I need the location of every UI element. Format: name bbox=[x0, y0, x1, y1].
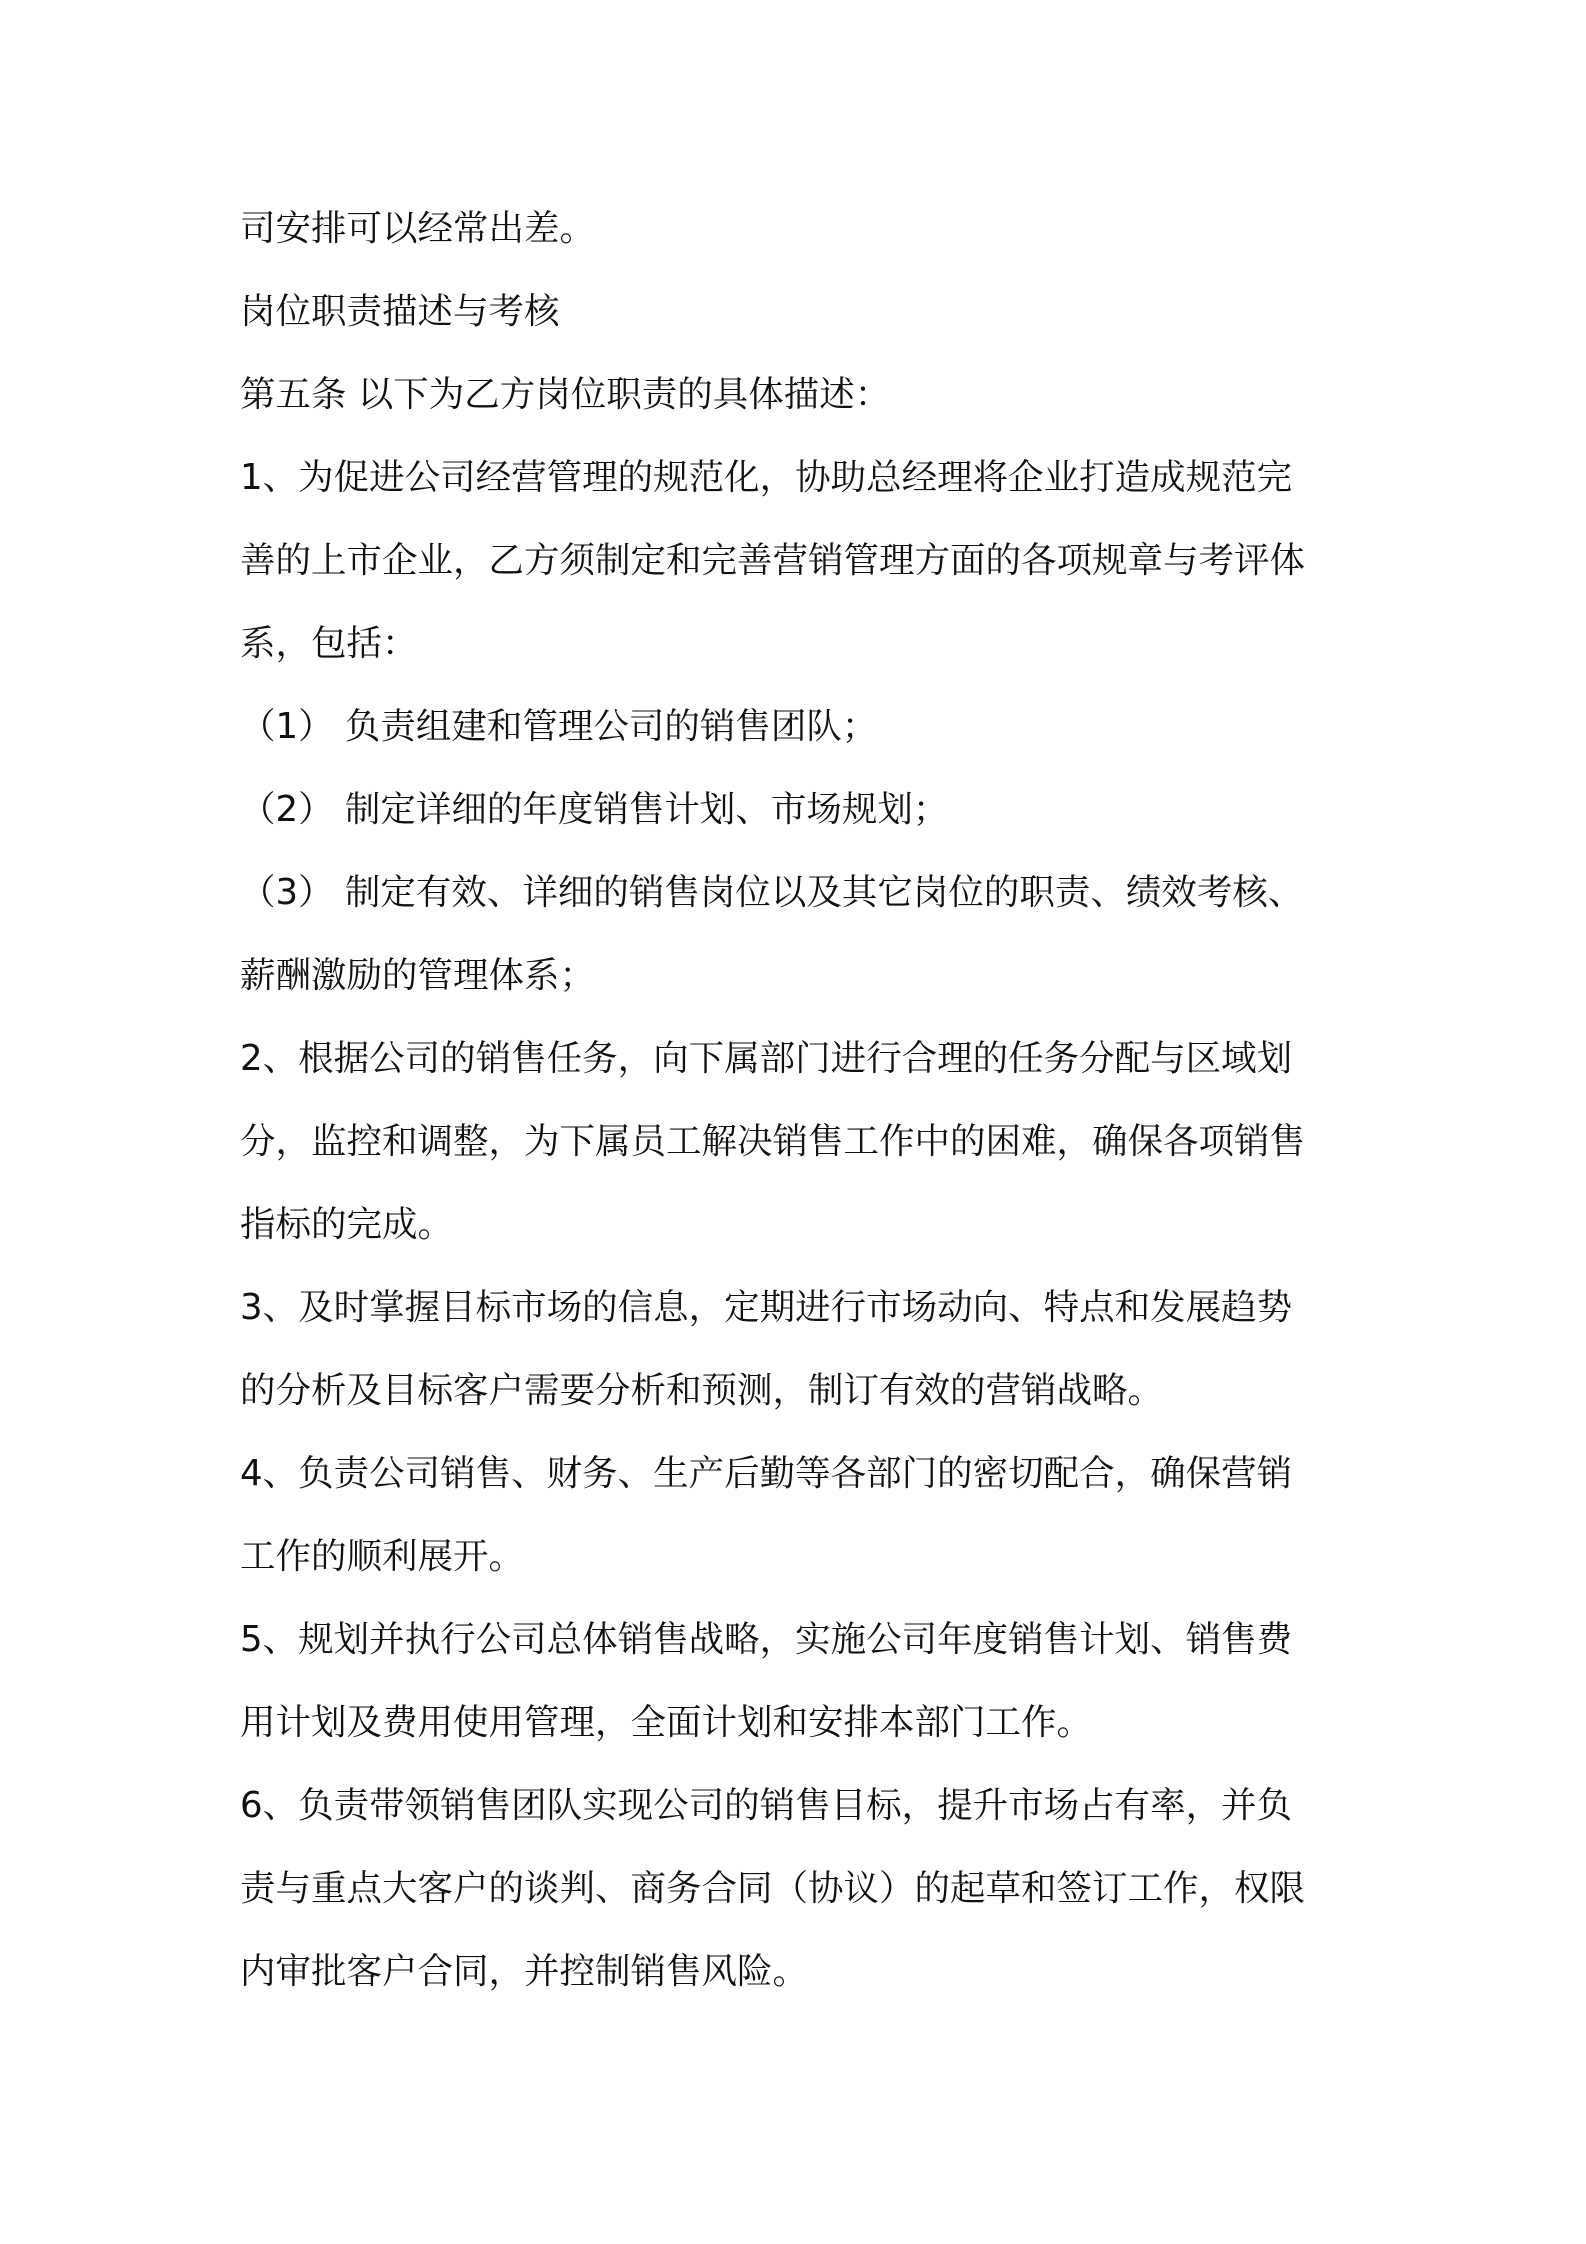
duty-item-3-line-2: 的分析及目标客户需要分析和预测，制订有效的营销战略。 bbox=[240, 1370, 1164, 1411]
sub-item-2: （2） 制定详细的年度销售计划、市场规划； bbox=[240, 789, 949, 830]
duty-item-1-line-3: 系，包括： bbox=[240, 623, 418, 664]
duty-item-2-line-3: 指标的完成。 bbox=[240, 1204, 454, 1245]
duty-item-2-line-2: 分，监控和调整，为下属员工解决销售工作中的困难，确保各项销售 bbox=[240, 1121, 1306, 1162]
sub-item-3-line-2: 薪酬激励的管理体系； bbox=[240, 955, 596, 996]
sub-item-1: （1） 负责组建和管理公司的销售团队； bbox=[240, 706, 878, 747]
duty-item-5-line-1: 5、规划并执行公司总体销售战略，实施公司年度销售计划、销售费 bbox=[240, 1619, 1293, 1660]
duty-item-6-line-1: 6、负责带领销售团队实现公司的销售目标，提升市场占有率，并负 bbox=[240, 1785, 1293, 1826]
duty-item-5-line-2: 用计划及费用使用管理，全面计划和安排本部门工作。 bbox=[240, 1702, 1093, 1743]
duty-item-1-line-2: 善的上市企业，乙方须制定和完善营销管理方面的各项规章与考评体 bbox=[240, 540, 1306, 581]
duty-item-6-line-3: 内审批客户合同，并控制销售风险。 bbox=[240, 1951, 809, 1992]
duty-item-1-line-1: 1、为促进公司经营管理的规范化，协助总经理将企业打造成规范完 bbox=[240, 457, 1293, 498]
duty-item-3-line-1: 3、及时掌握目标市场的信息，定期进行市场动向、特点和发展趋势 bbox=[240, 1287, 1293, 1328]
duty-item-6-line-2: 责与重点大客户的谈判、商务合同（协议）的起草和签订工作，权限 bbox=[240, 1868, 1306, 1909]
text-line-travel-arrangement: 司安排可以经常出差。 bbox=[240, 208, 596, 249]
sub-item-3-line-1: （3） 制定有效、详细的销售岗位以及其它岗位的职责、绩效考核、 bbox=[240, 872, 1304, 913]
duty-item-2-line-1: 2、根据公司的销售任务，向下属部门进行合理的任务分配与区域划 bbox=[240, 1038, 1293, 1079]
article-five-heading: 第五条 以下为乙方岗位职责的具体描述： bbox=[240, 374, 891, 415]
duty-item-4-line-1: 4、负责公司销售、财务、生产后勤等各部门的密切配合，确保营销 bbox=[240, 1453, 1293, 1494]
duty-item-4-line-2: 工作的顺利展开。 bbox=[240, 1536, 525, 1577]
section-heading-job-duties: 岗位职责描述与考核 bbox=[240, 291, 560, 332]
